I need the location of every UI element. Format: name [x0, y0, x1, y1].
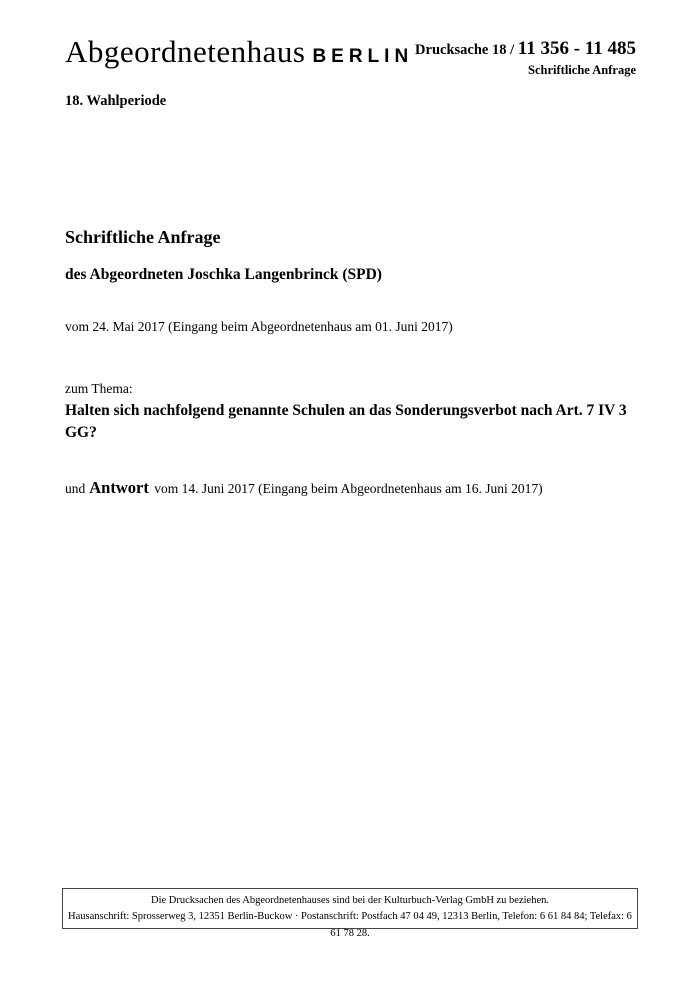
- abgeordnetenhaus-berlin-logo: [65, 34, 413, 70]
- answer-line: [65, 478, 543, 498]
- drucksache-header: [415, 38, 636, 78]
- submission-date-line: vom 24. Mai 2017 (Eingang beim Abgeordnetenhaus am 01. Juni 2017): [65, 319, 453, 334]
- publisher-footer-line2: Hausanschrift: Sprosserweg 3, 12351 Berlin-Buckow · Postanschrift: Postfach 47 04 49, 12313 Berlin, Telefon: 6 61 84 84; Telefax: 6 61 78 28.: [68, 911, 632, 939]
- author-line: des Abgeordneten Joschka Langenbrinck (SPD): [65, 266, 382, 283]
- document-type-label: Schriftliche Anfrage: [528, 63, 636, 77]
- drucksache-number: 11 356 - 11 485: [517, 38, 636, 59]
- topic-title: Halten sich nachfolgend genannte Schulen an das Sonderungsverbot nach Art. 7 IV 3 GG?: [65, 402, 627, 441]
- answer-word: Antwort: [89, 478, 149, 497]
- drucksache-line: [415, 38, 636, 60]
- wahlperiode-label: 18. Wahlperiode: [65, 93, 167, 109]
- drucksache-label: Drucksache 18 /: [415, 42, 518, 58]
- publisher-footer-box: [62, 888, 638, 939]
- topic-label: zum Thema:: [65, 381, 133, 396]
- answer-prefix: und: [65, 481, 86, 496]
- answer-rest: vom 14. Juni 2017 (Eingang beim Abgeordnetenhaus am 16. Juni 2017): [154, 481, 543, 496]
- logo-wordmark-berlin: BERLIN: [312, 46, 414, 67]
- publisher-footer-line1: Die Drucksachen des Abgeordnetenhauses sind bei der Kulturbuch-Verlag GmbH zu beziehen.: [151, 895, 549, 906]
- page-title: Schriftliche Anfrage: [65, 227, 221, 247]
- logo-wordmark-serif: Abgeordnetenhaus: [65, 34, 306, 69]
